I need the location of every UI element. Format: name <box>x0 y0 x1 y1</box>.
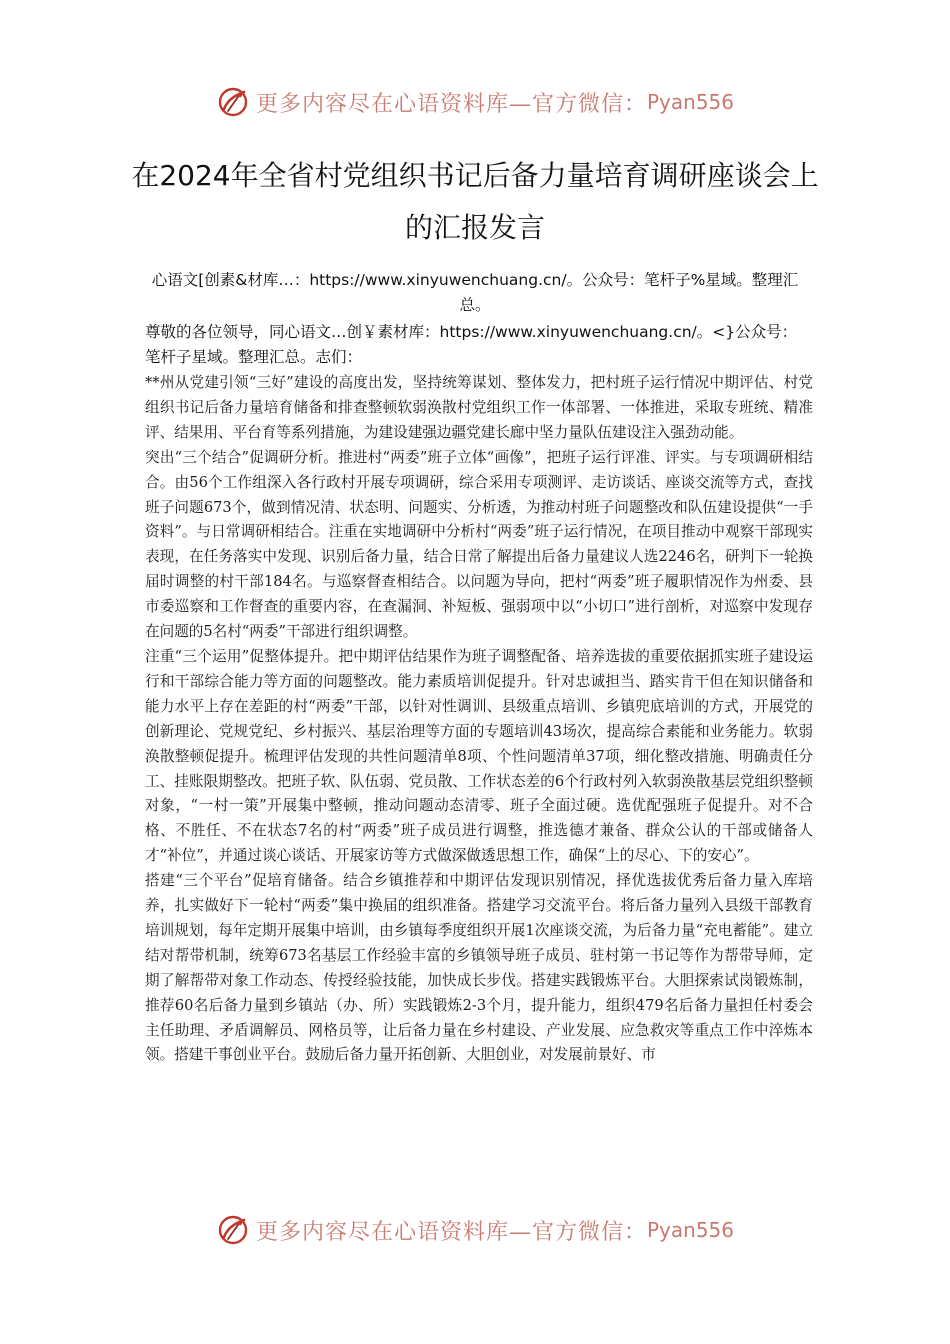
document-body <box>145 371 813 1068</box>
banner-text: 更多内容尽在心语资料库—官方微信： <box>255 1219 647 1245</box>
body-paragraph-3: 注重“三个运用”促整体提升。把中期评估结果作为班子调整配备、培养选拔的重要依据抓实班子建设运行和干部综合能力等方面的问题整改。能力素质培训促提升。针对忠诚担当、踏实肯干但在知识储备和能力水平上存在差距的村“两委”干部，以针对性调训、县级重点培训、乡镇兜底培训的方式，开展党的创新理论、党规党纪、乡村振兴、基层治理等方面的专题培训43场次，提高综合素能和业务能力。软弱涣散整顿促提升。梳理评估发现的共性问题清单8项、个性问题清单37项，细化整改措施、明确责任分工、挂账限期整改。把班子软、队伍弱、党员散、工作状态差的6个行政村列入软弱涣散基层党组织整顿对象，“一村一策”开展集中整顿，推动问题动态清零、班子全面过硬。选优配强班子促提升。对不合格、不胜任、不在状态7名的村“两委”班子成员进行调整，推选德才兼备、群众公认的干部或储备人才“补位”，并通过谈心谈话、开展家访等方式做深做透思想工作，确保“上的尽心、下的安心”。 <box>145 647 813 865</box>
brand-logo-icon <box>216 85 250 119</box>
source-line: 心语文[创素&材库…：https://www.xinyuwenchuang.cn/。公众号：笔杆子%星域。整理汇总。 <box>151 271 799 314</box>
banner-wechat-id: Pyan556 <box>647 1218 735 1242</box>
greeting-line: 尊敬的各位领导，同心语文…创￥素材库：https://www.xinyuwenchuang.cn/。<}公众号：笔杆子星域。整理汇总。志们： <box>145 323 798 366</box>
footer-banner <box>0 1210 950 1250</box>
header-banner <box>0 82 950 122</box>
body-paragraph-4: 搭建“三个平台”促培育储备。结合乡镇推荐和中期评估发现识别情况，择优选拔优秀后备力量入库培养，扎实做好下一轮村“两委”集中换届的组织准备。搭建学习交流平台。将后备力量列入县级干部教育培训规划，每年定期开展集中培训，由乡镇每季度组织开展1次座谈交流，为后备力量“充电蓄能”。建立结对帮带机制，统筹673名基层工作经验丰富的乡镇领导班子成员、驻村第一书记等作为帮带导师，定期了解帮带对象工作动态、传授经验技能，加快成长步伐。搭建实践锻炼平台。大胆探索试岗锻炼制，推荐60名后备力量到乡镇站（办、所）实践锻炼2-3个月，提升能力，组织479名后备力量担任村委会主任助理、矛盾调解员、网格员等，让后备力量在乡村建设、产业发展、应急救灾等重点工作中淬炼本领。搭建干事创业平台。鼓励后备力量开拓创新、大胆创业，对发展前景好、市 <box>145 872 813 1064</box>
banner-text: 更多内容尽在心语资料库—官方微信： <box>255 91 647 117</box>
brand-logo-icon <box>216 1213 250 1247</box>
document-title: 在2024年全省村党组织书记后备力量培育调研座谈会上的汇报发言 <box>131 159 819 244</box>
body-paragraph-2: 突出“三个结合”促调研分析。推进村“两委”班子立体“画像”，把班子运行评准、评实。与专项调研相结合。由56个工作组深入各行政村开展专项调研，综合采用专项测评、走访谈话、座谈交流等方式，查找班子问题673个，做到情况清、状态明、问题实、分析透，为推动村班子问题整改和队伍建设提供“一手资料”。与日常调研相结合。注重在实地调研中分析村“两委”班子运行情况，在项目推动中观察干部现实表现，在任务落实中发现、识别后备力量，结合日常了解提出后备力量建议人选2246名，研判下一轮换届时调整的村干部184名。与巡察督查相结合。以问题为导向，把村“两委”班子履职情况作为州委、县市委巡察和工作督查的重要内容，在查漏洞、补短板、强弱项中以“小切口”进行剖析，对巡察中发现存在问题的5名村“两委”干部进行组织调整。 <box>145 448 813 641</box>
body-paragraph-1: **州从党建引领“三好”建设的高度出发，坚持统筹谋划、整体发力，把村班子运行情况中期评估、村党组织书记后备力量培育储备和排查整顿软弱涣散村党组织工作一体部署、一体推进，采取专班统、精准评、结果用、平台育等系列措施，为建设建强边疆党建长廊中坚力量队伍建设注入强劲动能。 <box>145 374 813 441</box>
banner-wechat-id: Pyan556 <box>647 90 735 114</box>
